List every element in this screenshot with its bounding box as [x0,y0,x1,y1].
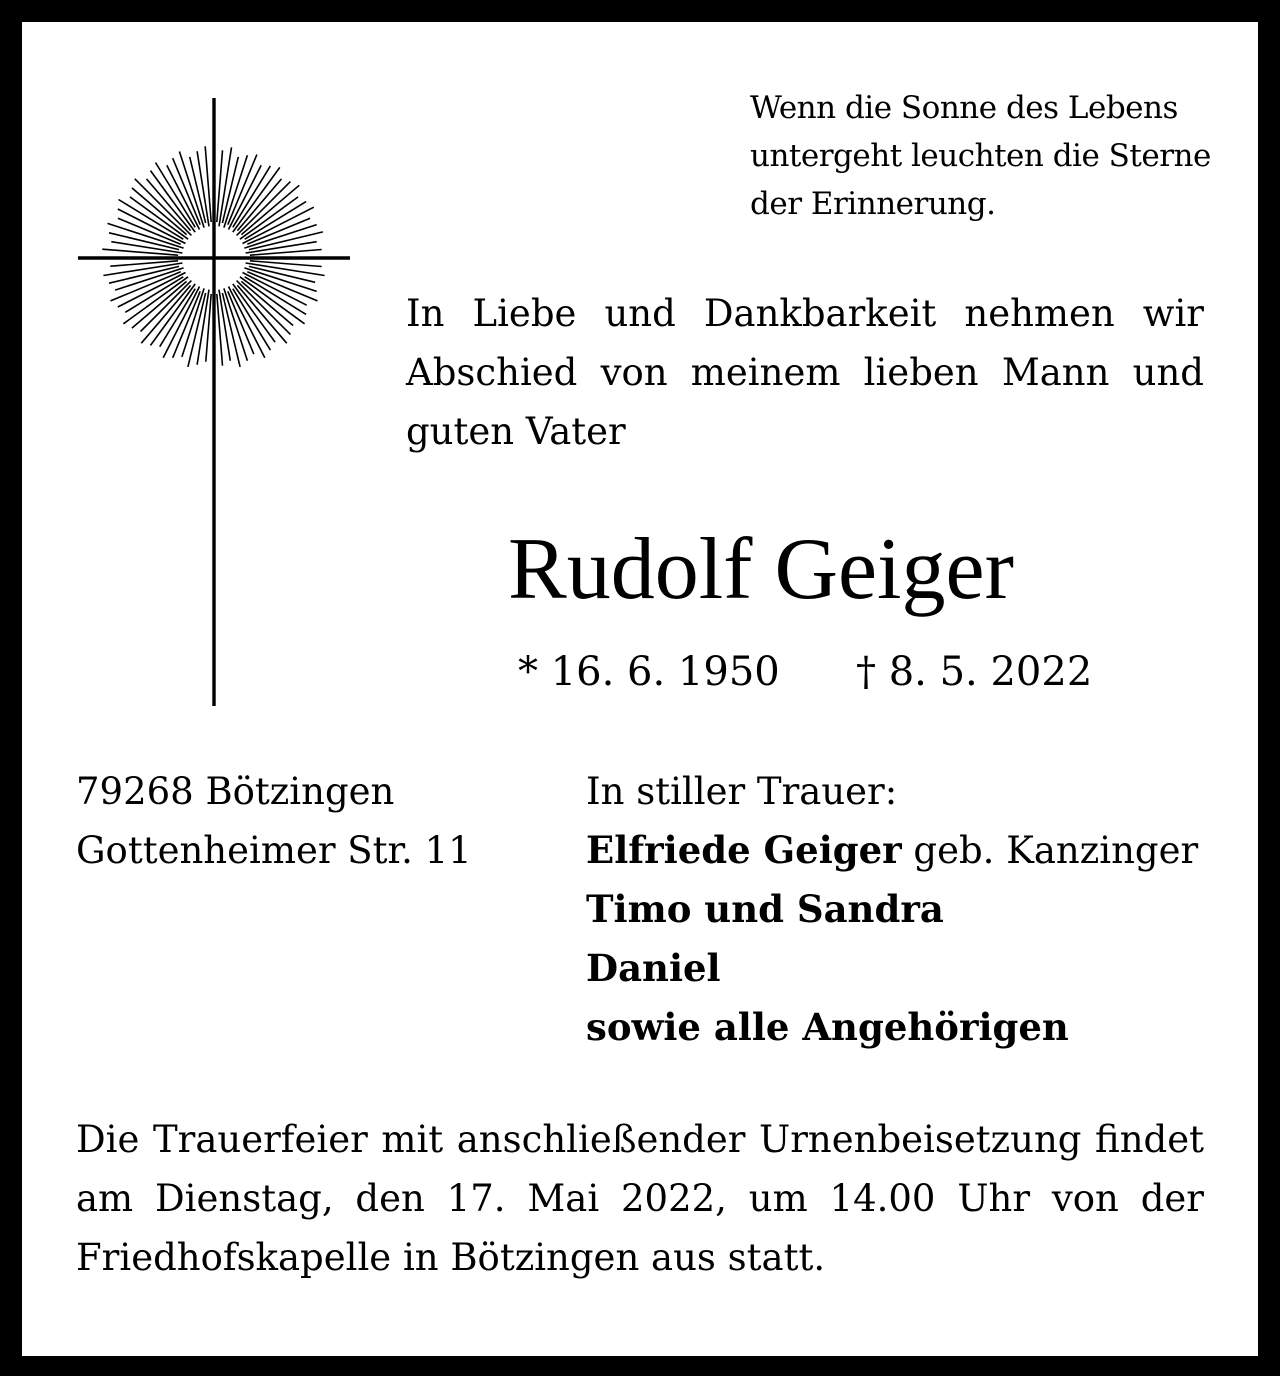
sunburst-ray [245,277,306,315]
address-line: Gottenheimer Str. 11 [76,829,472,872]
sunburst-ray [233,166,271,227]
motto-quote [750,84,1250,228]
death-date: † 8. 5. 2022 [856,649,1093,695]
funeral-service-info [76,1110,1204,1287]
sunburst-ray [156,163,196,228]
mourner-children: Timo und Sandra [586,887,944,931]
sunburst-ray [228,155,257,225]
sunburst-ray [245,202,306,240]
mourners-list [586,762,1246,1057]
motto-line: der Erinnerung. [750,186,996,222]
sunburst-ray [111,272,181,301]
sunburst-ray [247,272,317,301]
sunburst-ray [119,200,184,240]
service-line: am Dienstag, den 17. Mai 2022, um 14.00 Uhr von der [76,1177,1204,1220]
cross-sunburst-icon [78,98,350,710]
motto-line: untergeht leuchten die Sterne [750,138,1211,174]
birth-date: * 16. 6. 1950 [518,649,780,695]
sunburst-ray [233,289,271,350]
intro-line: In Liebe und Dankbarkeit nehmen wir [406,292,1204,335]
mourner-spouse-name: Elfriede Geiger [586,828,902,872]
mourner-child: Daniel [586,946,721,990]
mourner-spouse [586,821,1246,880]
intro-line: guten Vater [406,410,626,453]
intro-text [406,284,1204,461]
mourner-relatives: sowie alle Angehörigen [586,1005,1069,1049]
mourners-heading: In stiller Trauer: [586,770,898,813]
service-line: Die Trauerfeier mit anschließender Urnenbeisetzung findet [76,1118,1204,1161]
address-line: 79268 Bötzingen [76,770,395,813]
deceased-name: Rudolf Geiger [508,521,1014,618]
obituary-notice [22,22,1258,1356]
mourner-spouse-maiden: geb. Kanzinger [901,829,1199,872]
service-line: Friedhofskapelle in Bötzingen aus statt. [76,1236,826,1279]
intro-line: Abschied von meinem lieben Mann und [406,351,1204,394]
motto-line: Wenn die Sonne des Lebens [750,90,1178,126]
family-address [76,762,472,880]
